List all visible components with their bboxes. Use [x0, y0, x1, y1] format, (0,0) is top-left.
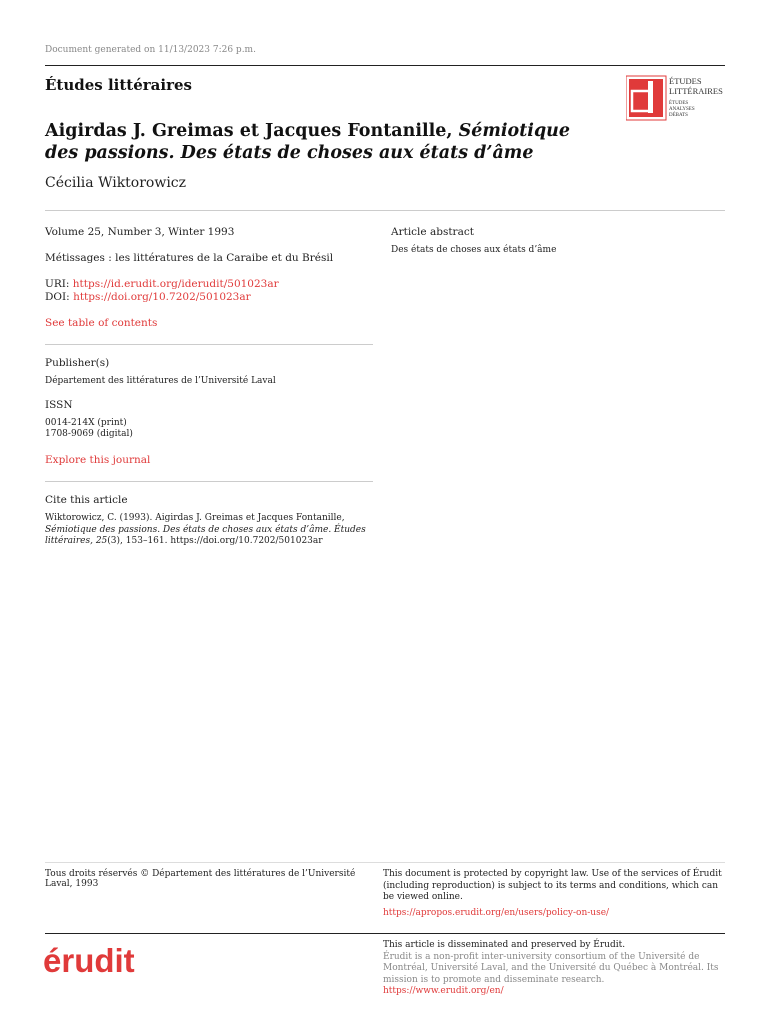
issn-heading: ISSN: [45, 399, 73, 411]
publisher-heading: Publisher(s): [45, 357, 110, 369]
issue-theme: Métissages : les littératures de la Caraibe et du Brésil: [45, 252, 334, 264]
article-title: [45, 120, 605, 164]
doi-link[interactable]: https://doi.org/10.7202/501023ar: [73, 291, 251, 303]
erudit-wordmark: érudit: [43, 942, 135, 978]
volume-info: Volume 25, Number 3, Winter 1993: [45, 226, 235, 238]
abstract-heading: Article abstract: [391, 226, 474, 238]
rights-statement: Tous droits réservés © Département des littératures de l’Université Laval, 1993: [45, 869, 356, 889]
table-of-contents-link[interactable]: See table of contents: [45, 317, 158, 329]
journal-logo: [626, 75, 726, 121]
footer-divider-bottom: [45, 933, 725, 934]
journal-name: Études littéraires: [45, 76, 192, 94]
uri-link[interactable]: https://id.erudit.org/iderudit/501023ar: [72, 278, 279, 290]
logo-text-2: LITTÉRAIRES: [669, 86, 723, 96]
generated-date: Document generated on 11/13/2023 7:26 p.m.: [45, 45, 256, 55]
footer-divider: [45, 862, 725, 863]
logo-text-3: ÉTUDES: [669, 101, 689, 106]
header-divider: [45, 210, 725, 211]
logo-text-5: DÉBATS: [669, 113, 688, 118]
uri-line: URI: https://id.erudit.org/iderudit/501023ar: [45, 278, 279, 290]
copyright-text: This document is protected by copyright law. Use of the services of Érudit (including reproduction) is subject to its terms and conditions, which can be viewed online.: [383, 869, 722, 902]
policy-link[interactable]: https://apropos.erudit.org/en/users/policy-on-use/: [383, 907, 610, 918]
dissemination-heading: This article is disseminated and preserved by Érudit.: [383, 940, 626, 950]
citation-text: Wiktorowicz, C. (1993). Aigirdas J. Greimas et Jacques Fontanille, Sémiotique des passions. Des états de choses aux états d’âme. Études littéraires, 25(3), 153–161. https://doi.org/10.7202/501023ar: [45, 513, 366, 546]
abstract-section: [391, 226, 725, 256]
dissemination-notice: [383, 940, 725, 998]
logo-text-4: ANALYSES: [669, 107, 695, 112]
abstract-text: Des états de choses aux états d’âme: [391, 245, 557, 255]
erudit-logo: [43, 938, 141, 978]
copyright-notice: [383, 869, 725, 919]
article-author: Cécilia Wiktorowicz: [45, 175, 187, 191]
issn-digital: 1708-9069 (digital): [45, 429, 133, 439]
explore-journal-link[interactable]: Explore this journal: [45, 454, 151, 466]
publisher-name: Département des littératures de l’Université Laval: [45, 376, 276, 386]
issn-print: 0014-214X (print): [45, 418, 127, 428]
top-divider: [45, 65, 725, 66]
dissemination-text: Érudit is a non-profit inter-university consortium of the Université de Montréal, Université Laval, and the Université du Québec à Montréal. Its mission is to promote and disseminate research.: [383, 951, 719, 985]
explore-divider: [45, 481, 373, 482]
meta-divider: [45, 344, 373, 345]
cite-heading: Cite this article: [45, 494, 128, 506]
title-italic: Sémiotique des passions. Des états de choses aux états d’âme: [45, 121, 571, 163]
article-meta: [45, 226, 373, 548]
doi-line: DOI: https://doi.org/10.7202/501023ar: [45, 291, 251, 303]
title-main: Aigirdas J. Greimas et Jacques Fontanille,: [45, 121, 459, 141]
erudit-link[interactable]: https://www.erudit.org/en/: [383, 986, 504, 996]
logo-text-1: ÉTUDES: [669, 76, 702, 86]
